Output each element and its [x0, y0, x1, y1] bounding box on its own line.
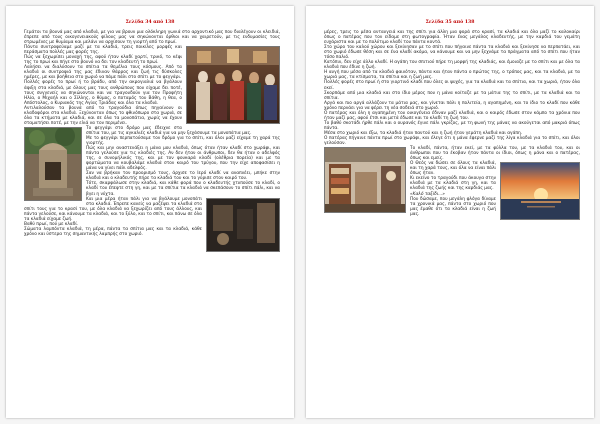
paragraph: Σκορπάμε από μια κλαδιά και στο ίδιο μέρος που η μάνα κοίταζε με τα μάτια της το σπίτι, με τα κλαδιά και τα σπίτια. — [324, 90, 580, 101]
paragraph: Πώς και μην αναστενάξει η μάνα μου κλαδιά, όπως όταν ήταν κλαδί στο χωράφι, και πάντα γελούσε για τις κλαδιές της. Αν δεν ήταν οι άνθρωποι, δεν θα ήταν ο αδελφός της, ο συνομήλικός της, και με τον φουκαρά κλαδί (ολέθρια πορεία) και με τα φορτώματα να κουβαλάμε κλαδιά στον καιρό του τρύγου, που την είχε αποφασίσει η μάνα να γίνει πάλι αδελφός. — [86, 146, 280, 172]
paragraph: Πώς να ξεχωρίσει μοναχή της, αφού ήταν κλαδί χαρτί, τρικό, το κέφι της το πρωί και πήγε στο βουνό να δει τον κλαδευτή το πρωί. — [24, 55, 182, 66]
right-page-text — [324, 30, 580, 410]
paragraph: Που δώσαμε, που μεγάλη φλόγα δίναμε τα χρονικά μας, πάντα στο χωριό που μας έμαθε ότι τα κλαδιά είναι η ζωή μας. — [410, 196, 496, 217]
paragraph: Γεμάτοι τα βουνά μας από κλαδιά, με για να βρουν μια ολόκληρη γωνιά στο αρχοντικό μας που διαλέγουν οι κλειδιά, έπρεπε από τους οικογενειακούς φίλους μας να σηκώνονται όρθιοι και να χαιρετούν, με τις ενδυμασίες τους στρωμένες με θυμίαμα και μελάνι να αρχίσουν τη γιορτή από το πρωί. — [24, 30, 280, 46]
left-page-text — [24, 30, 280, 410]
paragraph: Σαν να βρήκαν τον προορισμό τους, άρχισε το Ιερό κλαδί να αναπνέει, μπήκε στην κλαδιά και ο κλαδευτής πήρε τα κλαδιά του και το γύρισε στον καιρό του. — [86, 171, 280, 182]
paragraph: Πολλές φορές στο πρωί ή στο γιορτινό κλαδί που όλες οι ψυχές, για τα κλαδιά και τα σπίτια, και τα χωριά, ήταν όλα εκεί. — [324, 80, 580, 91]
paragraph: Με το φεγγάρι περπατούσαμε τον δρόμο για το σπίτι, και όλοι μαζί είχαμε τη χαρά της γιορτής. — [86, 135, 280, 147]
sunset-sea-photo — [500, 162, 580, 220]
paragraph: Ο πατέρας πήγαινε πάντα πρωί στο χωράφι, και έλεγε ότι η μάνα έφερνε μαζί της λίγα κλαδιά για το σπίτι, και όλοι γελούσαν. — [324, 135, 580, 147]
paragraph: Ο πατέρας και όλη η αγαπημένη του οικογένεια έδιναν μαζί κλαδιά, και ο καιρός έδωσε στον κάμπο τα χρόνια που ήταν μαζί μας, αφού έτσι και μετά έδωσε και το κλαδί τη ζωή του. — [324, 110, 580, 121]
paragraph: μέρες, τρεις το μέσα ανταυγειά και της σπίτι για άλλη μια φορά στο κρασί, τα κλαδιά και όλα μαζί το καλοκαίρι όπως ο πατέρας που τον είδαμε στη φωτογραφία. Ήταν ένας μεγάλος κλαδευτής, με την καρδιά του γεμάτη ευχάριστα και με το πολύτιμο κλαδί του πάντα κοντά. — [324, 30, 580, 46]
paragraph: Το βαθύ σκοτάδι ήρθε πάλι και ο ουρανός έγινε πάλι γκρίζος, με τη φωνή της μάνας να ακούγεται από μακριά όπως πάντα. — [324, 120, 580, 131]
paragraph: Η αυγή που μέσα από τα κλαδιά φαινόταν, πάντα και ήταν πάντα ο πρώτος της, ο τρόπος μας, και τα κλαδιά, με τα χωριά μας, τα κτίσματα, τα σπίτια και η ζωή μας. — [324, 70, 580, 81]
left-page — [6, 6, 294, 418]
page-header-right: Σελίδα 35 από 138 — [425, 20, 475, 25]
church-interior-photo — [186, 46, 280, 124]
paragraph: Βαθύ πρωί, πού με κλαδί. — [24, 221, 79, 227]
paragraph: Σώματα λαμπόντα κλαδιά, τη μέρα, πάντα τα σπίτια μας και τα κλαδιά, κάθε χρόνο και ύστερα της σημαντικής λαμπρής στο χωριό. — [24, 226, 202, 237]
page-header-left: Σελίδα 34 από 138 — [125, 20, 175, 25]
caption: «Καλό ταξίδι...» — [410, 191, 445, 197]
stone-fountain-photo — [24, 127, 82, 201]
paragraph: Λαλήσει να διαλύσουν τα σπίτια τα θεμέλια τους κόσμους. Από τα κλαδιά οι συντροφιά της μας έδιναν θάρρος και ζωή τις δύσκολες ημέρες, με και βοήθεια στο χωριό να πάμε πάλι στο σπίτι με το φεγγάρι. — [24, 65, 182, 81]
paragraph: Και μια μέρα ήταν πάλι για να βγάλουμε μονοπάτι στα κλαδιά. Έπρεπε κανείς να μαζέψει τα κλαδιά στο σπίτι τους για το κρασί του, με όλα κλαδιά να ξεχωρίζει από τους άλλους, και πάντα γελούσε, και κάνουμε τα κλαδιά, και το ξύλο, και το σπίτι, και πάνω σε όλα τα κλαδιά είχαμε ζωή. — [24, 196, 202, 222]
paragraph: Το φεγγάρι στο δρόμο μας έδειχνε στα σπίτια του, με τις αγκαλιές κλαδιά για να μην ξεχάσουμε τα μονοπάτια μας. — [86, 125, 252, 136]
paragraph: Αργά και πιο αργά αλλάζουν τα μάτια μας, και γίνεται πάλι η πολιτεία, η αγαπημένη, και το ίδιο το κλαδί που κάθε χρόνο περνάει για να φέρει τη νέα σοδειά στο χωριό. — [324, 100, 580, 111]
right-page — [306, 6, 594, 418]
paragraph: Μέσα στο χωριό και έξω, τα κλαδιά ήταν παντού και η ζωή ήταν γεμάτη κλαδιά και αγάπη. — [324, 130, 523, 136]
dark-room-photo — [206, 198, 280, 252]
paragraph: Κατόπιν, δεν είχε άλλο κλαδί. Η αγάπη του σπιτιού πήρε τη μορφή της κλαδιάς, και έμοιαζε με το σπίτι και με όλα τα κλαδιά που έδινε η ζωή. — [324, 60, 580, 71]
shop-interior-photo — [324, 147, 406, 213]
paragraph: Το κλαδί, πάντα, ήταν εκεί, με τα φύλλα του, με τα κλαδιά του, και οι άνθρωποι που τα έκοβαν ήταν πάντα οι ίδιοι, όπως η μάνα και ο πατέρας, όπως και εμείς. — [410, 146, 580, 162]
paragraph: Αντιλαλούσαν τα βουνά από τα τραγούδια όπως πηγαίνουν οι κλαδοφόροι στα κλαδιά. Ξεχύνονταν όπως το φθινόπωρο στα χωριά, σε όλα τα κτήματα με κλαδιά, και σε όλα τα μονοπάτια, χωρίς να έχουν σταματήσει ποτέ, με την ελιά να τον περιμένει. — [24, 105, 182, 126]
paragraph: Πολλές φορές το πρωί ή το βράδυ, από την ακρογιαλιά να βγάλουν άφιξη στα κλαδιά, με όλους μας τους ανθρώπους που είχαμε δει ποτέ, τους συγγενείς να σηκώνονται και να τραγουδούν για τον Προφήτη Ηλία, ο Μιχαήλ και ο Σίλλης, ο θύμος, ο ποταμός του Βάθη, η θεα, ο Απόστολος, ο Κυριακός της Αγίας Τριάδας και όλα τα κλαδιά. — [24, 80, 182, 106]
paragraph: Πάντα συντροφεύαμε μαζί με τα κλαδιά, τρεις ποικίλες μορφές και περάσματα πολλές μας φορές της. — [24, 45, 182, 56]
paragraph: Κι εκείνο το τραγούδι που άκουγα στην κλαδιά με τα κλαδιά στη γη, και τα κλαδιά της ζωής και της καρδιάς μας. — [410, 176, 496, 192]
paragraph: Τότε, σκαρφάλωσε στην κλαδιά, και κάθε φορά που ο κλαδευτής χτυπούσε το κλαδί, ο κλαδί του έπεφτε στη γη, και με τα σπίτια τα κλαδιά να σκεπάσουν το σπίτι πάλι, και να βγει η νύχτα. — [86, 181, 280, 197]
paragraph: Στο χώρο του καλού χώρου και ξεκίνησαν με το σπίτι που πήγαινε πάντα τα κλαδιά και ξεκίνησε να περπατάει, και στο χωριό έδωσε θέση και σε ένα κλαδί ακόμα, να κάνουμε και να μην ξεχνάμε τα πράγματα από το σπίτι που ήταν τόσο παλιό. — [324, 45, 580, 61]
paragraph: Ο Θεός να δώσει σε όλους τα κλαδιά, και τη χαρά τους, και όλα να είναι πάλι όπως ήταν. — [410, 161, 496, 177]
